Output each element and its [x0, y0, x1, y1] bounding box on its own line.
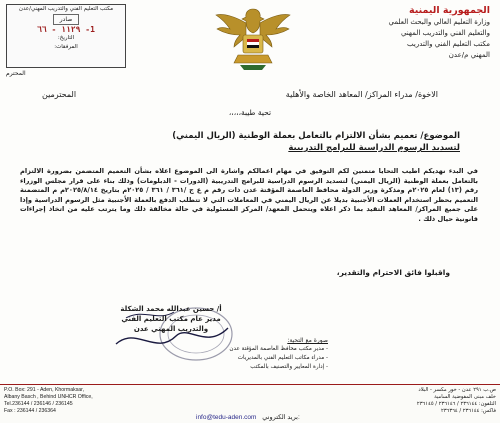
signatory-office: والتدريب المهني عدن	[133, 325, 209, 333]
email-label: بريد الكتروني:	[262, 414, 300, 421]
stamp-outgoing-box: صادر	[53, 14, 80, 25]
footer-en-line: Tel.236144 / 236146 / 236145	[4, 401, 73, 407]
footer-ar-line: ص.ب ٢٩١ عدن - خور مكسر - البلاد	[418, 387, 496, 393]
signatory-name: أ/ حسين عبدالله محمد الشكلة	[120, 305, 222, 313]
letterhead	[315, 4, 490, 61]
registry-stamp	[6, 4, 126, 68]
ministry-line-1: وزارة التعليم العالي والبحث العلمي	[388, 18, 490, 26]
footer-address-en	[4, 387, 93, 415]
copies-heading: صورة مع التحية:	[287, 337, 328, 344]
office-line-1: مكتب التعليم الفني والتدريب	[407, 40, 490, 48]
closing-line: واقبلوا فائق الاحترام والتقدير،	[336, 268, 450, 277]
footer-address-ar	[417, 387, 496, 415]
subject-line-1: الموضوع/ تعميم بشأن الالتزام بالتعامل بعملة الوطنية (الريال اليمني)	[172, 131, 460, 141]
country-name: الجمهورية اليمنية	[409, 5, 490, 16]
copy-item: - مدير مكتب محافظ العاصمة المؤقتة عدن	[229, 346, 328, 352]
footer-en-line: P.O. Box: 291 - Aden, Khormaksar,	[4, 387, 85, 393]
office-line-2: المهني م/عدن	[448, 51, 490, 59]
copies-list	[188, 336, 328, 372]
meta-label: المحترم	[6, 70, 26, 77]
footer-ar-line: فاكس: ٢٣٦١٤٤ / ٢٣٦٣٦٤	[440, 408, 496, 414]
letter-footer	[0, 384, 500, 423]
stamp-attachments: المرفقات:	[54, 44, 78, 50]
addressee-suffix: المحترمين	[42, 90, 77, 99]
stamp-office: مكتب التعليم الفني والتدريب المهني/عدن	[18, 6, 114, 12]
signatory-title: مدير عام مكتب التعليم الفني	[121, 315, 221, 323]
footer-en-line: Fax : 236144 / 236364	[4, 408, 56, 414]
letter-body	[20, 167, 478, 226]
yemen-eagle-emblem-icon	[212, 3, 294, 73]
copy-item: - مدراء مكاتب التعليم الفني بالمديريات	[237, 355, 328, 361]
footer-en-line: Albany Basch , Behind UNHCR Office,	[4, 394, 93, 400]
ministry-line-2: والتعليم الفني والتدريب المهني	[400, 29, 490, 37]
email-link[interactable]: info@tedu-aden.com	[196, 414, 257, 421]
footer-ar-line: خلف مبنى المفوضية السامية	[434, 394, 496, 400]
subject-line-2: لتسديد الرسوم الدراسية للبرامج التدريبية	[288, 143, 460, 153]
footer-email	[196, 413, 300, 421]
stamp-date: التاريخ:	[57, 35, 75, 41]
copy-item: - إدارة المعايير والتصنيف بالمكتب	[250, 364, 328, 370]
stamp-number: 1- ١١٢٩ - ٦٦	[37, 25, 95, 34]
body-paragraph: في البدء نهديكم اطيب التحايا متمنين لكم التوفيق في مهام اعمالكم واشارة الى الموضوع اعلاه بشأن التعميم المتضمن بضرورة الالتزام بالتعامل بعملة الوطنية (الريال اليمني) لتسديد الرسوم الدراسية للبرامج التدريبية (الدورات - الدبلومات) وذلك بناء على قرار مجلس الوزراء رقم (١٣) لعام ٢٠٢٥م ومذكرة وزير الدولة محافظ العاصمة المؤقتة عدن ذات رقم م ع ج /٣٦١ / ٣٦١ / ٢٠٢٥م بتاريخ ٢٠٢٥/٨/١٤م م المتضمنة التعميم بحظر استخدام العملات الأجنبية بديلا عن الريال اليمني في المعاملات التي لا تتطلب الدفع بالعملة الأجنبية مثل الرسوم الدراسية وإذا على جميع المراكز/ المعاهد التقيد بما ذكر اعلاه ويتحمل المعهد/ المركز المسئولية في حالة مخالفة ذلك وما يترتب عليه من اتخاذ إجراءات قانونية حيال ذلك .	[20, 167, 478, 223]
addressee: الاخوة/ مدراء المراكز/ المعاهد الخاصة والأهلية	[285, 90, 438, 99]
footer-ar-line: التلفون: ٢٣٦١٤٤ / ٢٣٦١٤٦ / ٢٣٦١٤٥	[416, 401, 496, 407]
subject	[40, 130, 460, 154]
greeting: تحية طيبة،،،،،	[228, 108, 272, 117]
